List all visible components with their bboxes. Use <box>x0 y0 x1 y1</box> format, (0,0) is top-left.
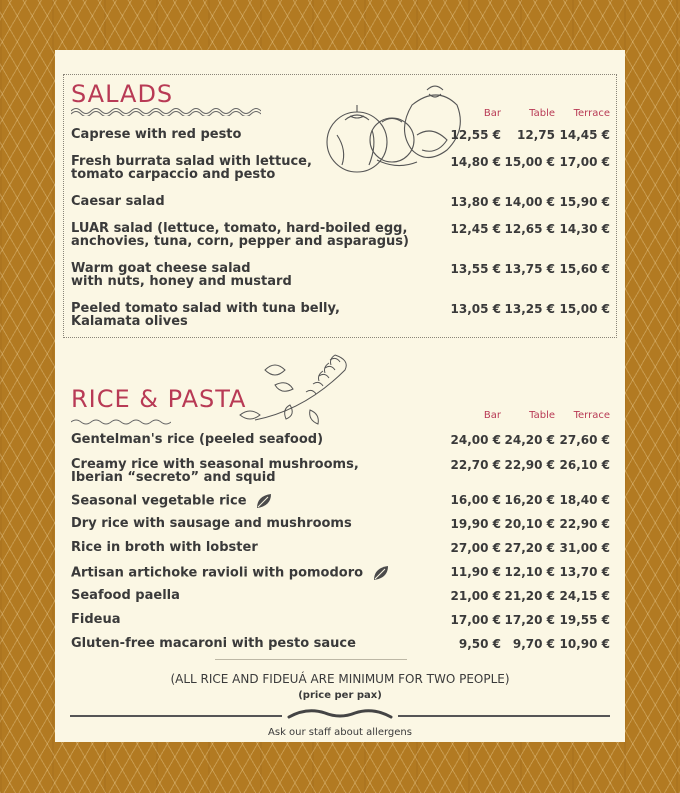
item-name: Caesar salad <box>71 194 165 209</box>
price-table: 16,20 € <box>504 493 555 507</box>
salads-col-table: Table <box>529 108 555 119</box>
note-separator <box>215 659 407 660</box>
wheat-herbs-illustration <box>235 350 365 430</box>
price-bar: 24,00 € <box>450 433 501 447</box>
menu-item <box>71 128 241 141</box>
price-bar: 12,55 € <box>450 128 501 142</box>
price-bar: 13,80 € <box>450 195 501 209</box>
item-name: Creamy rice with seasonal mushrooms, <box>71 457 359 472</box>
price-terrace: 15,90 € <box>559 195 610 209</box>
price-table: 22,90 € <box>504 458 555 472</box>
price-bar: 16,00 € <box>450 493 501 507</box>
item-description: Kalamata olives <box>71 314 188 329</box>
price-bar: 13,05 € <box>450 302 501 316</box>
menu-item <box>71 155 312 181</box>
price-table: 12,65 € <box>504 222 555 236</box>
item-name: Gentelman's rice (peeled seafood) <box>71 432 324 447</box>
price-terrace: 10,90 € <box>559 637 610 651</box>
tomato-burrata-illustration <box>317 80 467 180</box>
rice-col-table: Table <box>529 410 555 421</box>
menu-item <box>71 517 352 530</box>
price-terrace: 13,70 € <box>559 565 610 579</box>
item-name: Artisan artichoke ravioli with pomodoro <box>71 565 364 581</box>
menu-item <box>71 458 359 484</box>
item-name: Fresh burrata salad with lettuce, <box>71 154 312 169</box>
price-bar: 19,90 € <box>450 517 501 531</box>
menu-card <box>55 50 625 742</box>
menu-item <box>71 589 180 602</box>
price-table: 15,00 € <box>504 155 555 169</box>
price-terrace: 24,15 € <box>559 589 610 603</box>
menu-item <box>71 493 273 509</box>
vegetarian-leaf-icon <box>255 493 273 509</box>
price-table: 14,00 € <box>504 195 555 209</box>
price-terrace: 22,90 € <box>559 517 610 531</box>
footer-divider-right <box>398 715 610 717</box>
item-name: Seasonal vegetable rice <box>71 493 247 509</box>
price-table: 17,20 € <box>504 613 555 627</box>
item-name: Fideua <box>71 612 121 627</box>
menu-item <box>71 565 390 581</box>
price-terrace: 26,10 € <box>559 458 610 472</box>
price-table: 12,75 <box>517 128 555 142</box>
allergens-note: Ask our staff about allergens <box>268 727 412 738</box>
price-bar: 17,00 € <box>450 613 501 627</box>
price-table: 12,10 € <box>504 565 555 579</box>
item-name: Gluten-free macaroni with pesto sauce <box>71 636 356 651</box>
price-table: 21,20 € <box>504 589 555 603</box>
footer-ornament <box>287 705 393 721</box>
price-table: 13,75 € <box>504 262 555 276</box>
item-name: Caprese with red pesto <box>71 127 242 142</box>
price-bar: 27,00 € <box>450 541 501 555</box>
price-table: 24,20 € <box>504 433 555 447</box>
salads-col-bar: Bar <box>483 108 501 119</box>
per-pax-note: (price per pax) <box>298 690 382 701</box>
price-terrace: 14,45 € <box>559 128 610 142</box>
price-table: 13,25 € <box>504 302 555 316</box>
item-description: tomato carpaccio and pesto <box>71 167 276 182</box>
salads-title: SALADS <box>71 80 174 108</box>
rice-col-bar: Bar <box>483 410 501 421</box>
menu-item <box>71 637 356 650</box>
salads-col-terrace: Terrace <box>573 108 610 119</box>
menu-item <box>71 195 165 208</box>
price-terrace: 27,60 € <box>559 433 610 447</box>
rice-pasta-title: RICE & PASTA <box>71 385 247 413</box>
title-underline-ornament <box>71 418 171 426</box>
item-name: LUAR salad (lettuce, tomato, hard-boiled egg, <box>71 221 408 236</box>
item-name: Seafood paella <box>71 588 180 603</box>
item-name: Warm goat cheese salad <box>71 261 251 276</box>
menu-item <box>71 222 409 248</box>
menu-item <box>71 613 121 626</box>
item-description: with nuts, honey and mustard <box>71 274 292 289</box>
menu-item <box>71 541 258 554</box>
price-table: 20,10 € <box>504 517 555 531</box>
price-terrace: 15,00 € <box>559 302 610 316</box>
vegetarian-leaf-icon <box>372 565 390 581</box>
menu-item <box>71 262 292 288</box>
menu-item <box>71 433 323 446</box>
footer-divider-left <box>70 715 282 717</box>
price-bar: 14,80 € <box>450 155 501 169</box>
price-terrace: 19,55 € <box>559 613 610 627</box>
price-bar: 9,50 € <box>458 637 501 651</box>
minimum-note: (ALL RICE AND FIDEUÁ ARE MINIMUM FOR TWO PEOPLE) <box>170 672 510 686</box>
price-terrace: 14,30 € <box>559 222 610 236</box>
price-terrace: 15,60 € <box>559 262 610 276</box>
title-underline-ornament <box>71 106 261 116</box>
item-description: Iberian “secreto” and squid <box>71 470 276 485</box>
price-bar: 21,00 € <box>450 589 501 603</box>
menu-item <box>71 302 340 328</box>
price-bar: 13,55 € <box>450 262 501 276</box>
item-name: Rice in broth with lobster <box>71 540 258 555</box>
price-terrace: 17,00 € <box>559 155 610 169</box>
item-name: Peeled tomato salad with tuna belly, <box>71 301 340 316</box>
price-bar: 12,45 € <box>450 222 501 236</box>
price-bar: 22,70 € <box>450 458 501 472</box>
price-terrace: 18,40 € <box>559 493 610 507</box>
item-name: Dry rice with sausage and mushrooms <box>71 516 352 531</box>
price-table: 27,20 € <box>504 541 555 555</box>
item-description: anchovies, tuna, corn, pepper and asparagus) <box>71 234 409 249</box>
rice-col-terrace: Terrace <box>573 410 610 421</box>
price-terrace: 31,00 € <box>559 541 610 555</box>
price-bar: 11,90 € <box>450 565 501 579</box>
price-table: 9,70 € <box>512 637 555 651</box>
